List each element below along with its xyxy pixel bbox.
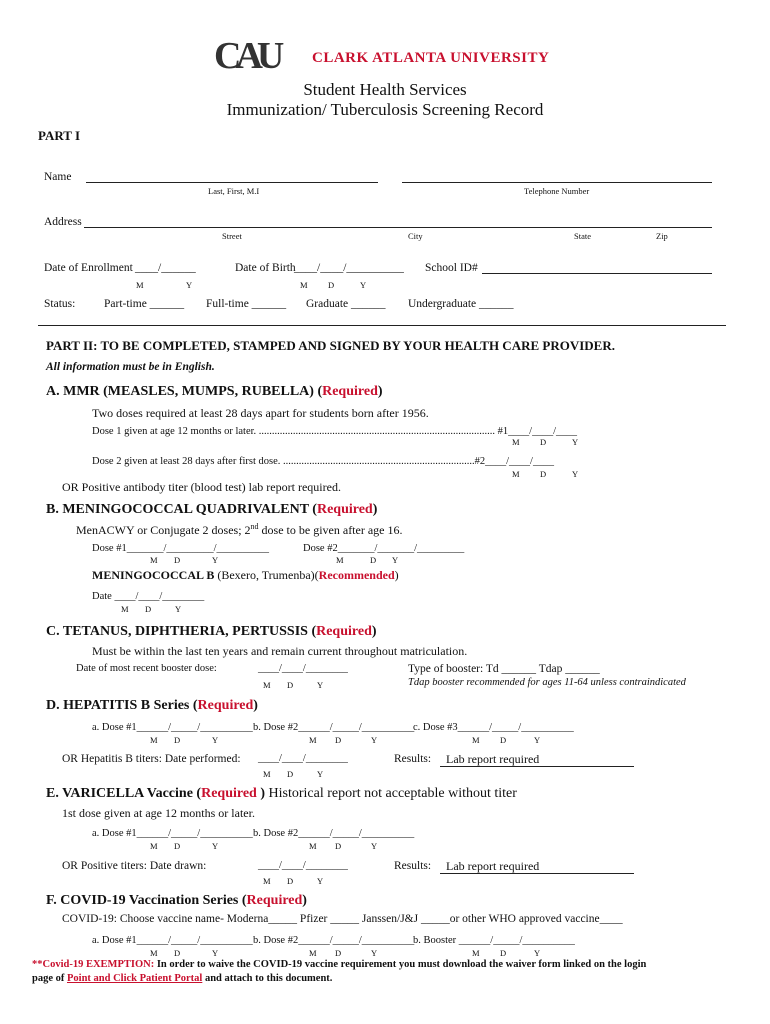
mmr-or-titer: OR Positive antibody titer (blood test) lab report required.	[62, 480, 341, 494]
title-line-1: Student Health Services	[303, 80, 467, 99]
varicella-results-value: Lab report required	[446, 859, 540, 873]
mening-b-date[interactable]: Date ____/____/________	[92, 591, 205, 602]
hepb-c-d: D	[500, 735, 507, 745]
patient-portal-link[interactable]: Point and Click Patient Portal	[67, 973, 203, 984]
mening-dose1-d: D	[174, 555, 181, 565]
school-id-label: School ID#	[425, 262, 478, 274]
mening-dose2-y: Y	[392, 555, 399, 565]
varicella-intro: 1st dose given at age 12 months or later.	[62, 806, 255, 820]
address-field[interactable]	[84, 227, 712, 228]
mmr-dose1-m: M	[512, 437, 520, 447]
mening-dose1-y: Y	[212, 555, 219, 565]
tdap-m: M	[263, 680, 271, 690]
title-line-2: Immunization/ Tuberculosis Screening Record	[226, 100, 544, 119]
varicella-b-m: M	[309, 841, 317, 851]
hepb-b-m: M	[309, 735, 317, 745]
hepb-titer-d: D	[287, 769, 294, 779]
hepb-b-d: D	[335, 735, 342, 745]
covid-exemption-line2: page of Point and Click Patient Portal and attach to this document.	[32, 973, 333, 984]
dob-label: Date of Birth	[235, 262, 296, 274]
name-sublabel: Last, First, M.I	[208, 186, 260, 196]
covid-dose-a[interactable]: a. Dose #1______/_____/__________	[92, 935, 253, 946]
status-graduate[interactable]: Graduate ______	[306, 298, 386, 310]
covid-booster-d: D	[500, 948, 507, 958]
mening-b-line: MENINGOCOCCAL B (Bexero, Trumenba)(Recommended)	[92, 568, 399, 582]
covid-exemption-tag: **Covid-19 EXEMPTION:	[32, 959, 155, 970]
status-parttime[interactable]: Part-time ______	[104, 298, 185, 310]
covid-booster-y: Y	[534, 948, 541, 958]
enrollment-field[interactable]: ____/______	[135, 262, 196, 274]
phone-sublabel: Telephone Number	[524, 186, 590, 196]
hepb-or-titers: OR Hepatitis B titers: Date performed:	[62, 753, 241, 765]
mening-b-y: Y	[175, 604, 182, 614]
mening-b-m: M	[121, 604, 129, 614]
mmr-intro: Two doses required at least 28 days apart for students born after 1956.	[92, 406, 429, 420]
dob-field[interactable]: ____/____/__________	[294, 262, 404, 274]
mmr-dose1-y: Y	[572, 437, 579, 447]
tdap-booster-date[interactable]: ____/____/________	[258, 663, 348, 674]
part1-label: PART I	[38, 128, 81, 143]
hepb-results-label: Results:	[394, 753, 432, 765]
varicella-b-d: D	[335, 841, 342, 851]
hepb-titer-y: Y	[317, 769, 324, 779]
mening-dose2[interactable]: Dose #2_______/_______/_________	[303, 543, 465, 554]
tdap-intro: Must be within the last ten years and remain current throughout matriculation.	[92, 644, 468, 658]
part2-heading: PART II: TO BE COMPLETED, STAMPED AND SIGNED BY YOUR HEALTH CARE PROVIDER.	[46, 338, 615, 353]
covid-booster-m: M	[472, 948, 480, 958]
tdap-d: D	[287, 680, 294, 690]
english-note: All information must be in English.	[46, 361, 215, 373]
mening-b-recommended-tag: Recommended	[318, 568, 395, 582]
state-sublabel: State	[574, 231, 591, 241]
hepb-titer-m: M	[263, 769, 271, 779]
hepb-dose-b[interactable]: b. Dose #2______/_____/__________	[253, 722, 415, 733]
varicella-dose-a[interactable]: a. Dose #1______/_____/__________	[92, 828, 253, 839]
covid-exemption-line1: **Covid-19 EXEMPTION: In order to waive the COVID-19 vaccine requirement you must download the waiver form linked on the login	[32, 959, 647, 970]
svg-text:CAU: CAU	[214, 35, 279, 77]
school-id-field[interactable]	[482, 273, 712, 274]
hepb-c-y: Y	[534, 735, 541, 745]
mmr-dose2[interactable]: Dose 2 given at least 28 days after first dose. .........................................................................#2____/____/____	[92, 456, 554, 467]
varicella-results-label: Results:	[394, 860, 432, 872]
varicella-a-m: M	[150, 841, 158, 851]
covid-required-tag: Required	[246, 893, 303, 908]
enroll-y-label: Y	[186, 280, 193, 290]
varicella-titer-d: D	[287, 876, 294, 886]
svg-text:CLARK ATLANTA UNIVERSITY: CLARK ATLANTA UNIVERSITY	[312, 50, 550, 66]
status-label: Status:	[44, 298, 76, 310]
hepb-a-d: D	[174, 735, 181, 745]
varicella-b-y: Y	[371, 841, 378, 851]
tdap-booster-label: Date of most recent booster dose:	[76, 663, 217, 674]
mening-b-d: D	[145, 604, 152, 614]
name-field[interactable]	[86, 182, 378, 183]
varicella-a-d: D	[174, 841, 181, 851]
varicella-required-tag: Required	[201, 786, 257, 801]
mening-dose2-d: D	[370, 555, 377, 565]
enroll-m-label: M	[136, 280, 144, 290]
university-logo	[214, 35, 550, 78]
mmr-dose2-m: M	[512, 469, 520, 479]
mmr-dose1-d: D	[540, 437, 547, 447]
phone-field[interactable]	[402, 182, 712, 183]
covid-b-d: D	[335, 948, 342, 958]
street-sublabel: Street	[222, 231, 242, 241]
varicella-results-line	[440, 873, 634, 874]
zip-sublabel: Zip	[656, 231, 668, 241]
cau-logo-icon	[214, 35, 550, 78]
status-undergraduate[interactable]: Undergraduate ______	[408, 298, 514, 310]
hepb-a-y: Y	[212, 735, 219, 745]
varicella-a-y: Y	[212, 841, 219, 851]
mmr-dose2-d: D	[540, 469, 547, 479]
mmr-dose2-y: Y	[572, 469, 579, 479]
covid-a-m: M	[150, 948, 158, 958]
tdap-heading: C. TETANUS, DIPHTHERIA, PERTUSSIS (Required)	[46, 624, 377, 639]
covid-a-d: D	[174, 948, 181, 958]
covid-dose-b[interactable]: b. Dose #2______/_____/__________	[253, 935, 415, 946]
mening-heading: B. MENINGOCOCCAL QUADRIVALENT (Required)	[46, 502, 378, 517]
mening-dose1[interactable]: Dose #1_______/_________/__________	[92, 543, 270, 554]
address-label: Address	[44, 216, 82, 228]
city-sublabel: City	[408, 231, 423, 241]
hepb-results-value: Lab report required	[446, 752, 540, 766]
tdap-type[interactable]: Type of booster: Td ______ Tdap ______	[408, 663, 600, 675]
covid-heading: F. COVID-19 Vaccination Series (Required)	[46, 893, 307, 908]
hepb-c-m: M	[472, 735, 480, 745]
varicella-titer-m: M	[263, 876, 271, 886]
varicella-or-titers: OR Positive titers: Date drawn:	[62, 860, 207, 872]
dob-m-label: M	[300, 280, 308, 290]
covid-b-m: M	[309, 948, 317, 958]
mmr-dose1[interactable]: Dose 1 given at age 12 months or later. .......................................................................................... #1____/____/____	[92, 426, 578, 437]
mening-dose1-m: M	[150, 555, 158, 565]
name-label: Name	[44, 171, 72, 183]
dob-d-label: D	[328, 280, 335, 290]
hepb-titer-date[interactable]: ____/____/________	[258, 753, 348, 764]
tdap-y: Y	[317, 680, 324, 690]
mmr-heading: A. MMR (MEASLES, MUMPS, RUBELLA) (Required)	[46, 384, 383, 399]
varicella-titer-date[interactable]: ____/____/________	[258, 860, 348, 871]
mening-required-tag: Required	[316, 502, 373, 517]
varicella-heading: E. VARICELLA Vaccine (Required ) Historical report not acceptable without titer	[46, 786, 517, 801]
mmr-required-tag: Required	[322, 384, 378, 399]
hepb-a-m: M	[150, 735, 158, 745]
covid-a-y: Y	[212, 948, 219, 958]
hepb-b-y: Y	[371, 735, 378, 745]
mening-dose2-m: M	[336, 555, 344, 565]
hepb-results-line	[440, 766, 634, 767]
covid-vaccine-choice[interactable]: COVID-19: Choose vaccine name- Moderna_____ Pfizer _____ Janssen/J&J _____or other WHO approved vaccine____	[62, 913, 623, 925]
varicella-dose-b[interactable]: b. Dose #2______/_____/__________	[253, 828, 415, 839]
status-fulltime[interactable]: Full-time ______	[206, 298, 287, 310]
hepb-heading: D. HEPATITIS B Series (Required)	[46, 698, 258, 713]
section-divider	[38, 325, 726, 326]
covid-b-y: Y	[371, 948, 378, 958]
dob-y-label: Y	[360, 280, 367, 290]
hepb-required-tag: Required	[197, 698, 254, 713]
hepb-dose-c[interactable]: c. Dose #3______/_____/__________	[413, 722, 574, 733]
covid-booster[interactable]: b. Booster ______/_____/__________	[413, 935, 575, 946]
enrollment-label: Date of Enrollment	[44, 262, 133, 274]
mening-intro: MenACWY or Conjugate 2 doses; 2nd dose to be given after age 16.	[76, 522, 403, 537]
tdap-note: Tdap booster recommended for ages 11-64 unless contraindicated	[408, 677, 686, 688]
varicella-titer-y: Y	[317, 876, 324, 886]
hepb-dose-a[interactable]: a. Dose #1______/_____/__________	[92, 722, 253, 733]
tdap-required-tag: Required	[316, 624, 372, 639]
